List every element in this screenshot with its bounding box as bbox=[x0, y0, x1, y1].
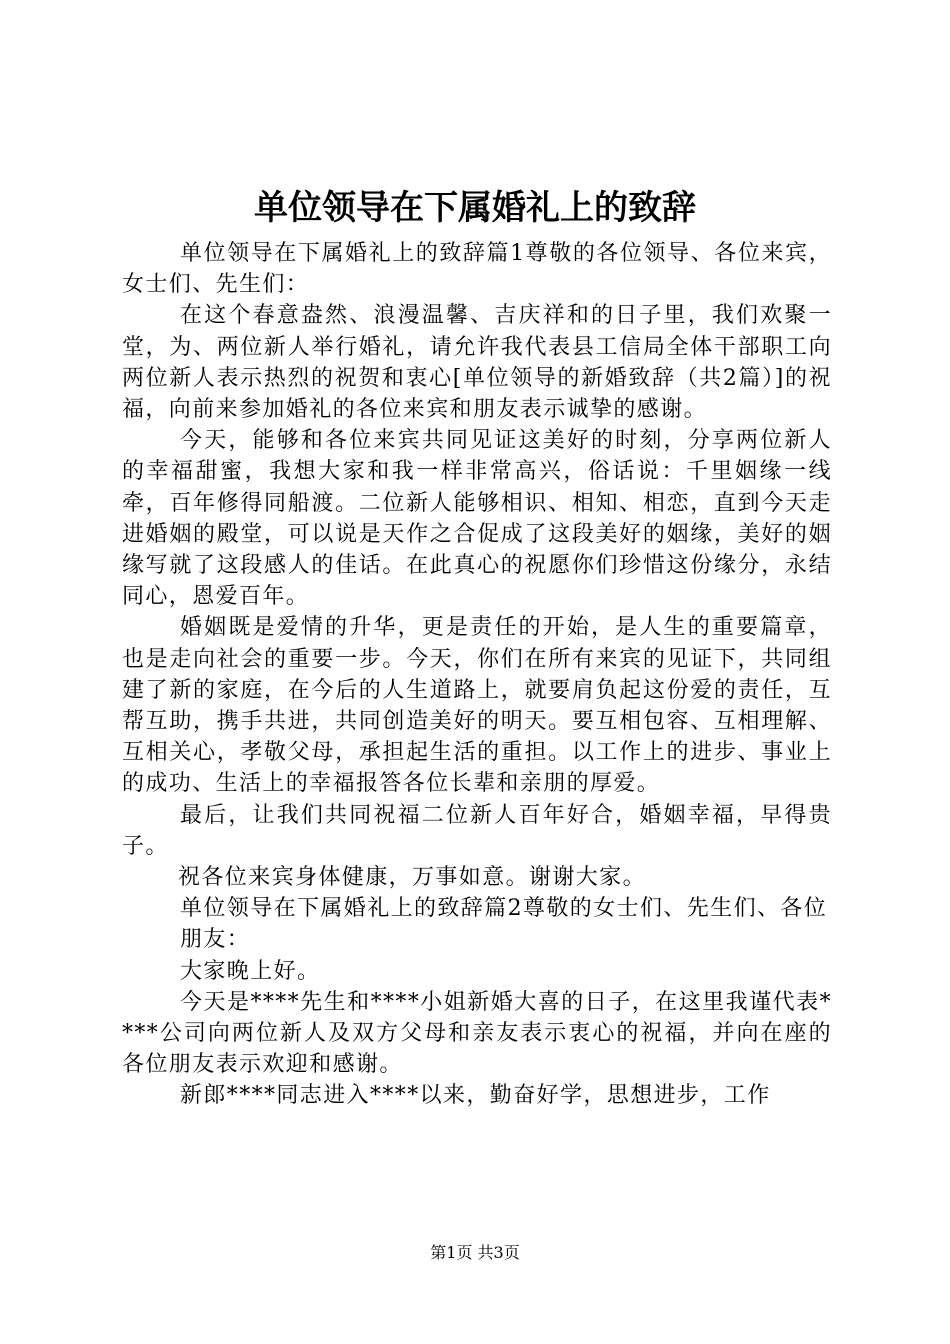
paragraph: 祝各位来宾身体健康，万事如意。谢谢大家。 bbox=[178, 865, 647, 891]
paragraph: 单位领导在下属婚礼上的致辞篇1尊敬的各位领导、各位来宾，女士们、先生们： bbox=[122, 241, 832, 298]
document-title: 单位领导在下属婚礼上的致辞 bbox=[254, 188, 696, 228]
paragraph: 大家晚上好。 bbox=[180, 958, 321, 984]
document-body bbox=[122, 238, 832, 1112]
paragraph: 朋友： bbox=[180, 927, 251, 953]
paragraph: 新郎****同志进入****以来，勤奋好学，思想进步，工作 bbox=[180, 1083, 771, 1109]
paragraph: 单位领导在下属婚礼上的致辞篇2尊敬的女士们、先生们、各位 bbox=[180, 896, 828, 922]
paragraph: 今天是****先生和****小姐新婚大喜的日子，在这里我谨代表****公司向两位新人及双方父母和亲友表示衷心的祝福，并向在座的各位朋友表示欢迎和感谢。 bbox=[122, 989, 832, 1078]
page-number-footer: 第1页 共3页 bbox=[430, 1243, 520, 1262]
paragraph: 今天，能够和各位来宾共同见证这美好的时刻，分享两位新人的幸福甜蜜，我想大家和我一样非常高兴，俗话说：千里姻缘一线牵，百年修得同船渡。二位新人能够相识、相知、相恋，直到今天走进婚姻的殿堂，可以说是天作之合促成了这段美好的姻缘，美好的姻缘写就了这段感人的佳话。在此真心的祝愿你们珍惜这份缘分，永结同心，恩爱百年。 bbox=[122, 428, 832, 610]
paragraph: 婚姻既是爱情的升华，更是责任的开始，是人生的重要篇章，也是走向社会的重要一步。今天，你们在所有来宾的见证下，共同组建了新的家庭，在今后的人生道路上，就要肩负起这份爱的责任，互帮互助，携手共进，共同创造美好的明天。要互相包容、互相理解、互相关心，孝敬父母，承担起生活的重担。以工作上的进步、事业上的成功、生活上的幸福报答各位长辈和亲朋的厚爱。 bbox=[122, 615, 832, 797]
paragraph: 在这个春意盎然、浪漫温馨、吉庆祥和的日子里，我们欢聚一堂，为、两位新人举行婚礼，请允许我代表县工信局全体干部职工向两位新人表示热烈的祝贺和衷心[单位领导的新婚致辞（共2篇）]的祝福，向前来参加婚礼的各位来宾和朋友表示诚挚的感谢。 bbox=[122, 303, 832, 423]
paragraph: 最后，让我们共同祝福二位新人百年好合，婚姻幸福，早得贵子。 bbox=[122, 802, 832, 859]
